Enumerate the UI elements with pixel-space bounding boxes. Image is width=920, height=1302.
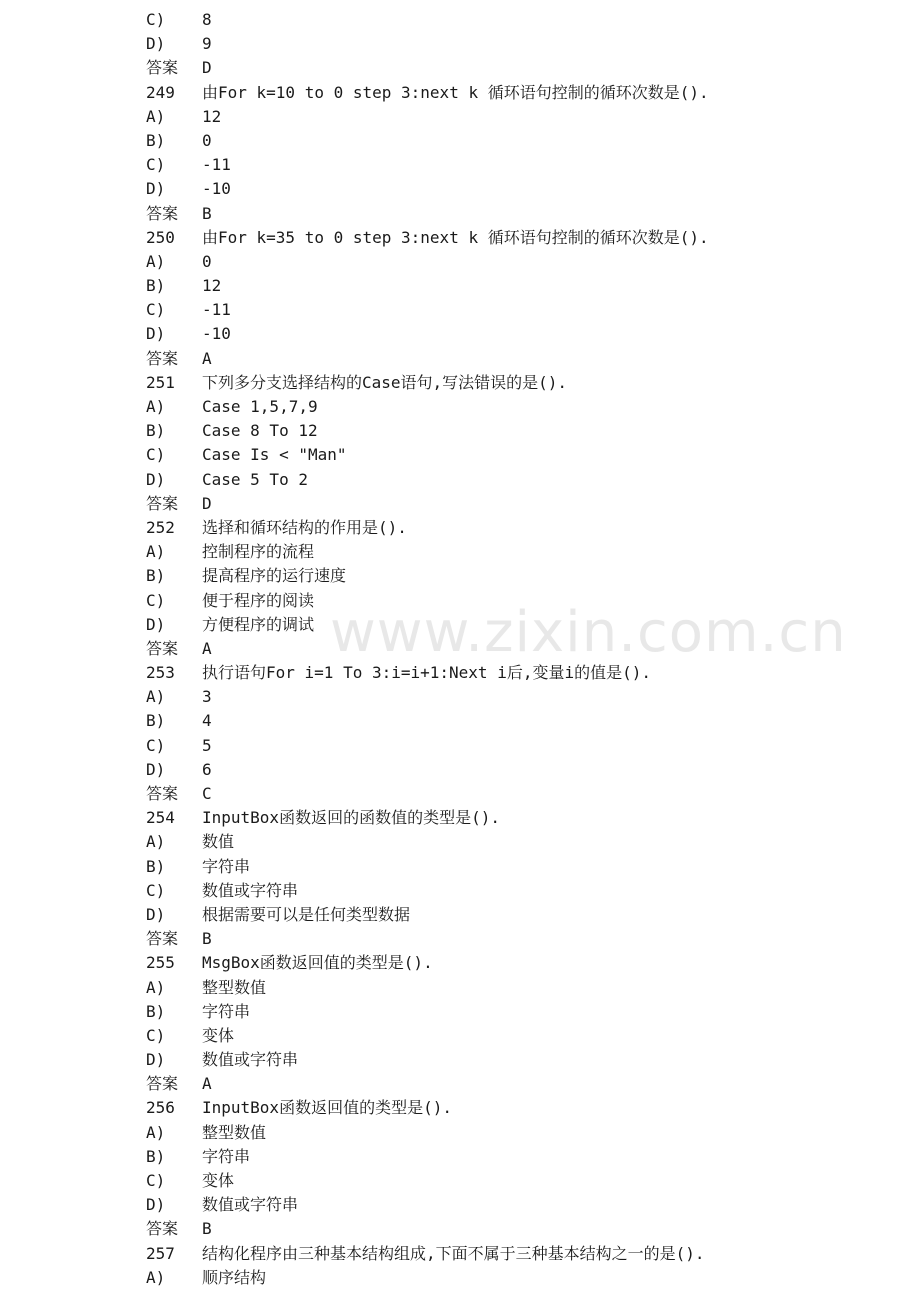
question-line [0,661,920,685]
answer-line [0,927,920,951]
option-line [0,589,920,613]
option-line [0,443,920,467]
answer-label: 答案 [146,1219,179,1239]
option-label: D) [146,1050,166,1070]
option-text: -10 [202,179,231,199]
option-line [0,903,920,927]
question-number: 251 [146,372,175,392]
option-text: 12 [202,106,222,126]
option-label: B) [146,711,166,731]
option-line [0,395,920,419]
option-line [0,758,920,782]
option-line [0,322,920,346]
answer-label: 答案 [146,203,179,223]
question-line [0,226,920,250]
question-number: 253 [146,663,175,683]
option-line [0,1266,920,1290]
question-number: 256 [146,1098,175,1118]
option-label: D) [146,324,166,344]
answer-value: A [202,638,212,658]
option-label: A) [146,251,166,271]
question-number: 257 [146,1243,175,1263]
question-line [0,81,920,105]
answer-label: 答案 [146,348,179,368]
question-number: 252 [146,517,175,537]
question-number: 255 [146,953,175,973]
question-text: 执行语句For i=1 To 3:i=i+1:Next i后,变量i的值是(). [202,663,651,683]
option-label: D) [146,759,166,779]
option-line [0,419,920,443]
option-text: 整型数值 [202,1122,267,1142]
option-line [0,1024,920,1048]
option-text: 12 [202,276,222,296]
answer-value: C [202,784,212,803]
option-label: A) [146,106,166,126]
option-label: C) [146,735,166,755]
option-label: B) [146,1146,166,1166]
option-line [0,250,920,274]
answer-label: 答案 [146,929,179,949]
option-label: A) [146,687,166,707]
answer-label: 答案 [146,638,179,658]
option-line [0,734,920,758]
option-line [0,1193,920,1217]
option-text: 数值或字符串 [202,1050,299,1070]
option-label: C) [146,155,166,175]
answer-line [0,637,920,661]
option-line [0,129,920,153]
option-text: 5 [202,735,212,755]
option-label: C) [146,10,166,29]
option-text: 根据需要可以是任何类型数据 [202,904,411,924]
answer-value: A [202,348,212,368]
option-line [0,685,920,709]
option-line [0,709,920,733]
answer-line [0,1217,920,1241]
option-label: A) [146,1267,166,1287]
option-label: C) [146,590,166,610]
option-text: Case Is < "Man" [202,445,347,465]
option-line [0,1121,920,1145]
option-label: A) [146,397,166,416]
option-line [0,976,920,1000]
option-line [0,830,920,854]
option-text: 数值或字符串 [202,880,299,900]
question-line [0,516,920,540]
option-label: A) [146,977,166,997]
option-text: 3 [202,687,212,707]
option-label: C) [146,300,166,320]
option-label: B) [146,276,166,296]
option-line [0,1048,920,1072]
option-label: D) [146,904,166,924]
option-line [0,298,920,322]
option-text: 顺序结构 [202,1267,267,1287]
question-line [0,1096,920,1120]
option-line [0,1169,920,1193]
option-text: 字符串 [202,856,251,876]
option-text: Case 5 To 2 [202,469,308,489]
answer-line [0,202,920,226]
answer-line [0,1072,920,1096]
option-label: D) [146,614,166,634]
answer-label: 答案 [146,493,179,513]
option-line [0,1145,920,1169]
option-line [0,1000,920,1024]
answer-value: A [202,1074,212,1094]
option-line [0,879,920,903]
option-line [0,855,920,879]
option-label: C) [146,1025,166,1045]
answer-line [0,782,920,806]
option-line [0,32,920,56]
question-text: 下列多分支选择结构的Case语句,写法错误的是(). [202,372,568,392]
question-line [0,806,920,830]
option-text: 4 [202,711,212,731]
question-text: InputBox函数返回值的类型是(). [202,1098,452,1118]
question-line [0,371,920,395]
option-label: B) [146,421,166,441]
document-page [0,8,920,1290]
option-label: A) [146,1122,166,1142]
option-label: B) [146,1001,166,1021]
option-text: -11 [202,300,231,320]
option-label: A) [146,542,166,562]
option-line [0,8,920,32]
option-text: 数值或字符串 [202,1195,299,1215]
question-text: 结构化程序由三种基本结构组成,下面不属于三种基本结构之一的是(). [202,1243,705,1263]
option-text: Case 8 To 12 [202,421,318,441]
option-label: B) [146,856,166,876]
question-text: 选择和循环结构的作用是(). [202,517,407,537]
option-text: 0 [202,251,212,271]
option-text: Case 1,5,7,9 [202,397,318,416]
option-line [0,153,920,177]
option-text: -10 [202,324,231,344]
option-text: 0 [202,130,212,150]
option-text: 6 [202,759,212,779]
answer-value: D [202,58,212,78]
option-label: D) [146,1195,166,1215]
option-label: D) [146,469,166,489]
answer-value: B [202,1219,212,1239]
answer-value: D [202,493,212,513]
option-text: 数值 [202,832,235,852]
option-label: C) [146,1171,166,1190]
question-text: 由For k=10 to 0 step 3:next k 循环语句控制的循环次数是(). [202,82,709,102]
option-label: A) [146,832,166,852]
question-text: 由For k=35 to 0 step 3:next k 循环语句控制的循环次数是(). [202,227,709,247]
question-number: 250 [146,227,175,247]
option-line [0,105,920,129]
option-text: 便于程序的阅读 [202,590,315,610]
question-text: InputBox函数返回的函数值的类型是(). [202,808,500,828]
option-text: 9 [202,34,212,54]
option-text: 提高程序的运行速度 [202,566,347,586]
question-line [0,951,920,975]
option-label: B) [146,130,166,150]
answer-value: B [202,929,212,949]
option-label: C) [146,445,166,465]
answer-label: 答案 [146,58,179,78]
option-text: 字符串 [202,1146,251,1166]
option-text: 控制程序的流程 [202,542,315,562]
option-text: -11 [202,155,231,175]
option-line [0,177,920,201]
answer-value: B [202,203,212,223]
option-line [0,468,920,492]
option-line [0,274,920,298]
question-number: 249 [146,82,175,102]
option-label: D) [146,179,166,199]
option-text: 变体 [202,1025,235,1045]
answer-line [0,492,920,516]
option-text: 字符串 [202,1001,251,1021]
question-line [0,1242,920,1266]
question-number: 254 [146,808,175,828]
option-text: 8 [202,10,212,29]
option-text: 方便程序的调试 [202,614,315,634]
option-text: 变体 [202,1171,235,1190]
question-text: MsgBox函数返回值的类型是(). [202,953,433,973]
option-line [0,564,920,588]
watermark: www.zixin.com.cn [330,600,847,665]
answer-label: 答案 [146,1074,179,1094]
answer-line [0,347,920,371]
option-line [0,540,920,564]
option-label: B) [146,566,166,586]
option-line [0,613,920,637]
option-text: 整型数值 [202,977,267,997]
answer-label: 答案 [146,784,179,803]
answer-line [0,56,920,80]
option-label: D) [146,34,166,54]
option-label: C) [146,880,166,900]
